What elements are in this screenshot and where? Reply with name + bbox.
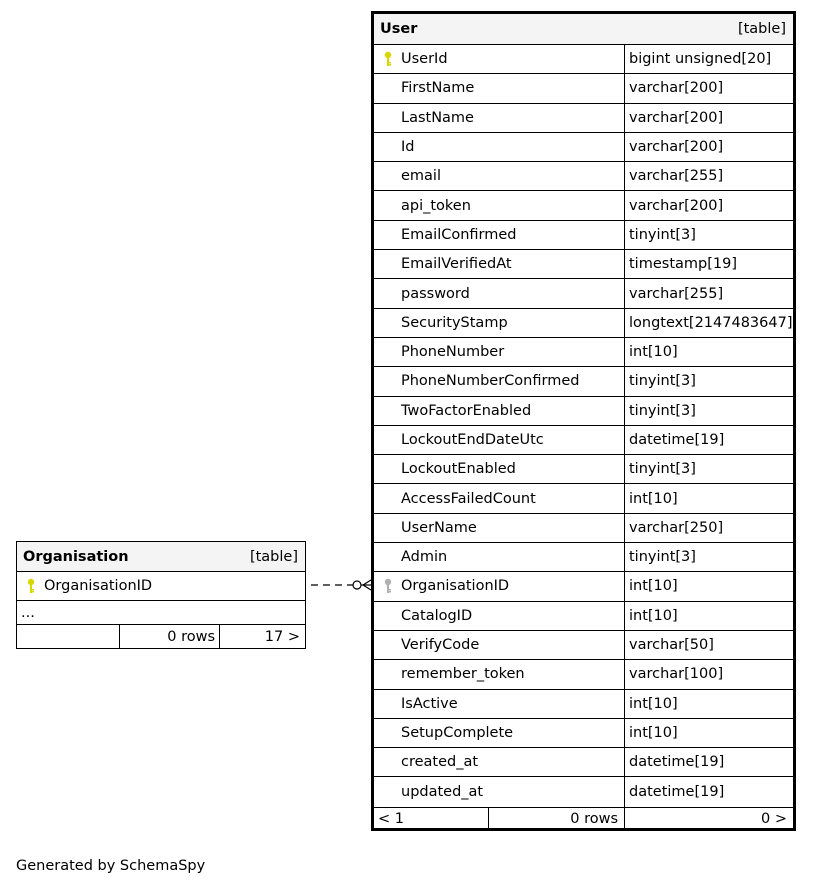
column-row[interactable] <box>374 367 793 396</box>
column-name <box>374 514 624 542</box>
column-row[interactable] <box>374 279 793 308</box>
column-name-text: LockoutEndDateUtc <box>401 432 544 448</box>
column-type: tinyint[3] <box>624 221 793 249</box>
column-type: int[10] <box>624 719 793 747</box>
column-row[interactable] <box>374 631 793 660</box>
column-name-text: OrganisationID <box>44 578 153 594</box>
table-name: User <box>380 21 418 37</box>
column-row[interactable] <box>374 191 793 220</box>
column-row[interactable] <box>374 484 793 513</box>
column-type: datetime[19] <box>624 777 793 806</box>
column-name-text: AccessFailedCount <box>401 490 536 507</box>
column-row[interactable] <box>374 74 793 103</box>
column-type: datetime[19] <box>624 748 793 776</box>
column-name <box>374 74 624 102</box>
column-name-text: PhoneNumberConfirmed <box>401 373 580 390</box>
column-name-text: SecurityStamp <box>401 314 508 331</box>
column-row[interactable] <box>374 514 793 543</box>
column-type: longtext[2147483647] <box>624 309 793 337</box>
column-name-text: Id <box>401 139 415 156</box>
row-count: 0 rows <box>119 625 219 648</box>
column-type: varchar[255] <box>624 279 793 307</box>
column-name <box>374 279 624 307</box>
column-name-text: created_at <box>401 754 479 771</box>
relationship-connector <box>305 575 375 597</box>
column-name <box>374 191 624 219</box>
column-name-text: Admin <box>401 549 448 566</box>
row-count: 0 rows <box>488 808 624 831</box>
column-type: varchar[50] <box>624 631 793 659</box>
column-type: varchar[200] <box>624 133 793 161</box>
zero-marker <box>353 581 361 589</box>
column-name-text: VerifyCode <box>401 637 480 654</box>
key-icon <box>383 51 393 67</box>
column-name <box>374 250 624 278</box>
organisation-table-header <box>17 542 305 572</box>
key-icon <box>26 578 36 594</box>
column-row[interactable] <box>374 162 793 191</box>
column-name-text: TwoFactorEnabled <box>401 402 532 419</box>
column-row[interactable] <box>374 660 793 689</box>
column-type: int[10] <box>624 690 793 718</box>
column-type: varchar[250] <box>624 514 793 542</box>
crow-foot-top <box>363 580 371 585</box>
column-name <box>374 748 624 776</box>
column-row[interactable] <box>374 221 793 250</box>
column-type: varchar[200] <box>624 191 793 219</box>
column-name <box>374 455 624 483</box>
column-name-text: LastName <box>401 109 474 126</box>
column-type: tinyint[3] <box>624 367 793 395</box>
column-row[interactable] <box>374 777 793 806</box>
column-row[interactable] <box>374 572 793 601</box>
column-name-text: OrganisationID <box>401 578 510 595</box>
column-type: int[10] <box>624 484 793 512</box>
children-count[interactable]: 17 > <box>219 625 305 648</box>
column-name <box>374 309 624 337</box>
user-table-footer <box>374 807 793 831</box>
column-type: varchar[200] <box>624 74 793 102</box>
column-type: varchar[200] <box>624 104 793 132</box>
parents-count <box>17 625 119 648</box>
column-type: tinyint[3] <box>624 543 793 571</box>
column-name <box>374 777 624 806</box>
column-name-text: LockoutEnabled <box>401 461 516 478</box>
column-row[interactable] <box>374 690 793 719</box>
user-columns <box>374 45 793 807</box>
organisation-columns <box>17 572 305 601</box>
column-name <box>374 104 624 132</box>
column-name-text: password <box>401 285 470 302</box>
more-columns: ... <box>17 601 305 625</box>
column-name <box>374 660 624 688</box>
column-row[interactable] <box>374 309 793 338</box>
column-name-text: PhoneNumber <box>401 344 505 361</box>
column-name-text: api_token <box>401 197 471 214</box>
table-kind: [table] <box>737 21 786 37</box>
column-type: tinyint[3] <box>624 455 793 483</box>
column-row[interactable] <box>17 572 305 601</box>
key-icon <box>383 578 393 594</box>
column-row[interactable] <box>374 602 793 631</box>
column-type: varchar[100] <box>624 660 793 688</box>
column-name-text: EmailVerifiedAt <box>401 256 512 273</box>
column-name <box>374 426 624 454</box>
parents-count[interactable]: < 1 <box>378 811 404 828</box>
column-name-text: remember_token <box>401 666 525 683</box>
column-name <box>17 572 305 600</box>
column-type: int[10] <box>624 338 793 366</box>
user-table-header <box>374 14 793 45</box>
column-row[interactable] <box>374 748 793 777</box>
column-name <box>374 631 624 659</box>
column-name-text: UserName <box>401 519 477 536</box>
table-kind: [table] <box>249 548 298 565</box>
column-row[interactable] <box>374 45 793 74</box>
column-row[interactable] <box>374 719 793 748</box>
column-name <box>374 162 624 190</box>
column-row[interactable] <box>374 426 793 455</box>
column-row[interactable] <box>374 397 793 426</box>
organisation-table-footer <box>17 625 305 648</box>
column-name <box>374 572 624 600</box>
column-name <box>374 690 624 718</box>
column-type: bigint unsigned[20] <box>624 45 793 73</box>
crow-foot-bottom <box>363 585 371 590</box>
organisation-table <box>16 541 306 649</box>
column-name <box>374 133 624 161</box>
column-row[interactable] <box>374 133 793 162</box>
column-row[interactable] <box>374 250 793 279</box>
column-type: varchar[255] <box>624 162 793 190</box>
column-name-text: updated_at <box>401 784 484 801</box>
column-name-text: SetupComplete <box>401 724 514 741</box>
column-type: int[10] <box>624 572 793 600</box>
column-name-text: CatalogID <box>401 607 473 624</box>
column-name <box>374 367 624 395</box>
user-table <box>371 11 796 831</box>
column-name-text: email <box>401 168 441 185</box>
column-name <box>374 602 624 630</box>
column-row[interactable] <box>374 338 793 367</box>
column-name <box>374 397 624 425</box>
column-name <box>374 719 624 747</box>
column-type: tinyint[3] <box>624 397 793 425</box>
column-name-text: IsActive <box>401 695 458 712</box>
table-name: Organisation <box>23 548 129 565</box>
children-count[interactable]: 0 > <box>624 808 793 831</box>
column-row[interactable] <box>374 104 793 133</box>
column-name <box>374 221 624 249</box>
column-name <box>374 338 624 366</box>
column-name <box>374 484 624 512</box>
column-type: int[10] <box>624 602 793 630</box>
column-name <box>374 543 624 571</box>
column-name <box>374 45 624 73</box>
column-name-text: UserId <box>401 51 448 68</box>
column-name-text: FirstName <box>401 80 475 97</box>
column-type: timestamp[19] <box>624 250 793 278</box>
column-row[interactable] <box>374 543 793 572</box>
generated-by-note: Generated by SchemaSpy <box>16 858 206 874</box>
column-type: datetime[19] <box>624 426 793 454</box>
column-row[interactable] <box>374 455 793 484</box>
column-name-text: EmailConfirmed <box>401 226 517 243</box>
